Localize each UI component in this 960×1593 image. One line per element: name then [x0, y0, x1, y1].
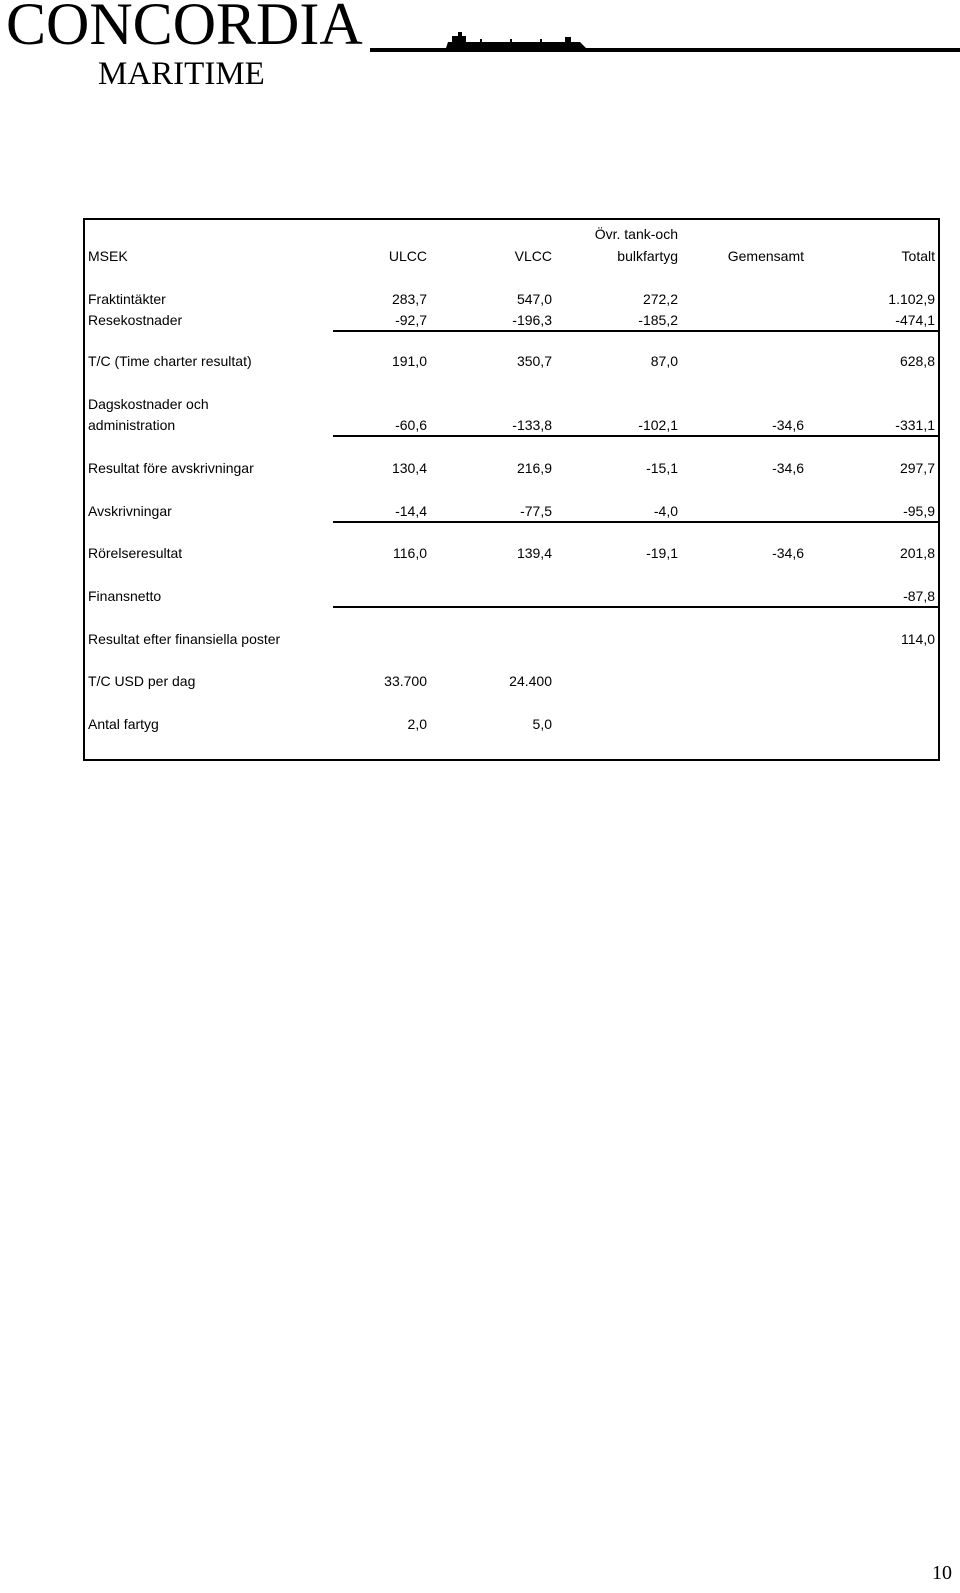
cell-totalt: 297,7	[899, 460, 935, 476]
row-label: T/C (Time charter resultat)	[88, 353, 252, 369]
cell-vlcc: -196,3	[512, 312, 552, 328]
page-number: 10	[932, 1562, 952, 1584]
cell-gemensamt: -34,6	[772, 417, 804, 433]
header-msek: MSEK	[88, 248, 128, 264]
header-gemensamt: Gemensamt	[727, 248, 804, 264]
cell-ovr: -4,0	[653, 503, 678, 519]
ship-icon	[440, 26, 590, 52]
row-label: Antal fartyg	[88, 716, 159, 732]
cell-ovr: 272,2	[642, 291, 678, 307]
cell-totalt: 114,0	[901, 631, 935, 647]
cell-ulcc: 191,0	[391, 353, 427, 369]
cell-ovr: -102,1	[638, 417, 678, 433]
cell-ulcc: 33.700	[384, 673, 427, 689]
cell-ulcc: -92,7	[395, 312, 427, 328]
row-label: Rörelseresultat	[88, 545, 183, 561]
header-ovr-line1: Övr. tank-och	[594, 226, 678, 242]
cell-ulcc: -14,4	[395, 503, 427, 519]
row-label: administration	[88, 417, 176, 433]
row-label: Finansnetto	[88, 588, 162, 604]
row-label: Fraktintäkter	[88, 291, 166, 307]
cell-ulcc: 2,0	[407, 716, 427, 732]
header-vlcc: VLCC	[514, 248, 552, 264]
cell-vlcc: -133,8	[512, 417, 552, 433]
cell-vlcc: 139,4	[516, 545, 552, 561]
header-ulcc: ULCC	[388, 248, 427, 264]
cell-vlcc: 24.400	[509, 673, 552, 689]
cell-ovr: -15,1	[646, 460, 678, 476]
cell-vlcc: 350,7	[516, 353, 552, 369]
cell-totalt: -95,9	[903, 503, 935, 519]
cell-totalt: -87,8	[903, 588, 935, 604]
row-label: Resultat före avskrivningar	[88, 460, 254, 476]
cell-totalt: -331,1	[895, 417, 935, 433]
cell-ovr: 87,0	[650, 353, 678, 369]
cell-totalt: 1.102,9	[888, 291, 935, 307]
row-label: Avskrivningar	[88, 503, 172, 519]
row-label: Resekostnader	[88, 312, 183, 328]
cell-ulcc: -60,6	[395, 417, 427, 433]
cell-vlcc: 216,9	[516, 460, 552, 476]
subtotal-rule	[333, 606, 939, 608]
cell-ovr: -19,1	[646, 545, 678, 561]
subtotal-rule	[333, 330, 939, 332]
header-totalt: Totalt	[901, 248, 935, 264]
cell-ulcc: 130,4	[391, 460, 427, 476]
header-ovr-line2: bulkfartyg	[617, 248, 678, 264]
segment-results-table	[83, 218, 940, 761]
cell-vlcc: -77,5	[520, 503, 552, 519]
logo-wordmark: CONCORDIA	[6, 0, 363, 57]
row-label: Resultat efter finansiella poster	[88, 631, 281, 647]
row-label: T/C USD per dag	[88, 673, 196, 689]
cell-totalt: 201,8	[899, 545, 935, 561]
cell-ulcc: 116,0	[393, 545, 427, 561]
cell-ulcc: 283,7	[391, 291, 427, 307]
row-label-line1: Dagskostnader och	[88, 396, 209, 412]
cell-vlcc: 547,0	[516, 291, 552, 307]
subtotal-rule	[333, 521, 939, 523]
cell-gemensamt: -34,6	[772, 460, 804, 476]
logo-subtitle: MARITIME	[98, 56, 265, 92]
cell-totalt: -474,1	[895, 312, 935, 328]
cell-gemensamt: -34,6	[772, 545, 804, 561]
cell-ovr: -185,2	[638, 312, 678, 328]
cell-vlcc: 5,0	[532, 716, 552, 732]
subtotal-rule	[333, 435, 939, 437]
cell-totalt: 628,8	[899, 353, 935, 369]
